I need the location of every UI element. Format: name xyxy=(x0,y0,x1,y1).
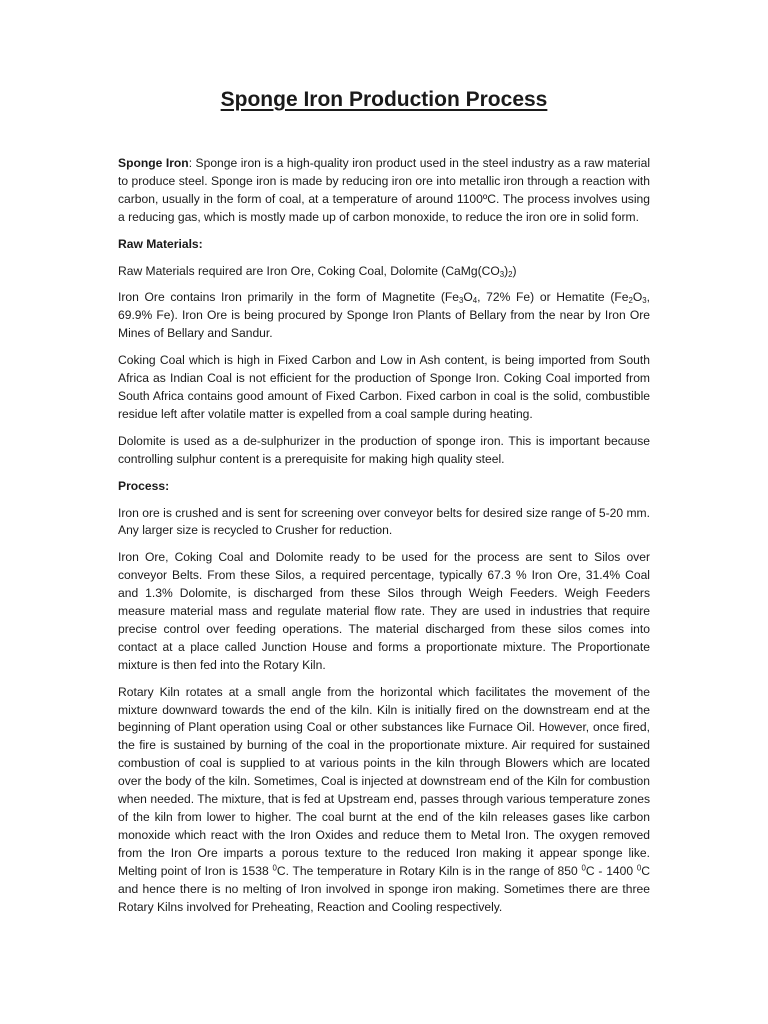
raw-materials-text: ) xyxy=(512,263,517,278)
raw-materials-text: Raw Materials required are Iron Ore, Coking Coal, Dolomite (CaMg(CO xyxy=(118,263,500,278)
silos-paragraph: Iron Ore, Coking Coal and Dolomite ready to be used for the process are sent to Silos over conveyor Belts. From these Silos, a required percentage, typically 67.3 % Iron Ore, 31.4% Coal and 1.3% Dolomite, is discharged from these Silos through Weigh Feeders. Weigh Feeders measure material mass and regulate material flow rate. They are used in industries that require precise control over feeding operations. The material discharged from these silos comes into contact at a place called Junction House and forms a proportionate mixture. The Proportionate mixture is then fed into the Rotary Kiln. xyxy=(118,550,650,672)
subscript: 3 xyxy=(642,296,647,306)
superscript: 0 xyxy=(581,863,586,873)
dolomite-paragraph: Dolomite is used as a de-sulphurizer in the production of sponge iron. This is important because controlling sulphur content is a prerequisite for making high quality steel. xyxy=(118,433,650,466)
process-heading: Process: xyxy=(118,478,170,493)
intro-paragraph xyxy=(118,155,650,227)
subscript: 3 xyxy=(499,269,505,279)
superscript: 0 xyxy=(272,863,277,873)
subscript: 2 xyxy=(628,296,633,306)
raw-materials-heading: Raw Materials: xyxy=(118,236,203,251)
raw-materials-text: ) xyxy=(504,263,509,278)
iron-ore-text: O xyxy=(463,290,473,305)
iron-ore-paragraph xyxy=(118,289,650,343)
document-body xyxy=(118,155,650,925)
kiln-text: C and hence there is no melting of Iron involved in sponge iron making. Sometimes there are three Rotary Kilns involved for Preheating, Reaction and Cooling respectively. xyxy=(118,863,650,914)
page-title: Sponge Iron Production Process xyxy=(220,88,548,111)
iron-ore-text: Iron Ore contains Iron primarily in the form of Magnetite (Fe xyxy=(118,290,459,305)
superscript: 0 xyxy=(636,863,642,873)
iron-ore-text: , 69.9% Fe). Iron Ore is being procured by Sponge Iron Plants of Bellary from the near by Iron Ore Mines of Bellary and Sandur. xyxy=(118,290,651,341)
intro-lead-term: Sponge Iron xyxy=(118,156,189,170)
kiln-text: C. The temperature in Rotary Kiln is in the range of 850 xyxy=(276,863,582,878)
coking-coal-paragraph: Coking Coal which is high in Fixed Carbon and Low in Ash content, is being imported from South Africa as Indian Coal is not efficient for the production of Sponge Iron. Coking Coal imported from South Africa contains good amount of Fixed Carbon. Fixed carbon in coal is the solid, combustible residue left after volatile matter is expelled from a coal sample during heating. xyxy=(118,353,650,421)
raw-materials-list xyxy=(118,263,650,281)
intro-text: : Sponge iron is a high-quality iron product used in the steel industry as a raw material to produce steel. Sponge iron is made by reducing iron ore into metallic iron through a reaction with carbon, usually in the form of coal, at a temperature of around 1100ºC. The process involves using a reducing gas, which is mostly made up of carbon monoxide, to reduce the iron ore in solid form. xyxy=(118,156,651,224)
kiln-text: Rotary Kiln rotates at a small angle from the horizontal which facilitates the movement of the mixture downward towards the end of the kiln. Kiln is initially fired on the downstream end at the beginning of Plant operation using Coal or other substances like Furnace Oil. However, once fired, the fire is sustained by burning of the coal in the proportionate mixture. Air required for sustained combustion of coal is supplied to at various points in the kiln through Blowers which are located over the body of the kiln. Sometimes, Coal is injected at downstream end of the Kiln for combustion when needed. The mixture, that is fed at Upstream end, passes through various temperature zones of the kiln from lower to higher. The coal burnt at the end of the kiln releases gases like carbon monoxide which react with the Iron Oxides and reduce them to Metal Iron. The oxygen removed from the Iron Ore imparts a porous texture to the reduced Iron making it appear sponge like. Melting point of Iron is 1538 xyxy=(118,684,650,878)
subscript: 4 xyxy=(472,296,478,306)
rotary-kiln-paragraph xyxy=(118,684,650,917)
kiln-text: C - 1400 xyxy=(585,863,637,878)
crushing-paragraph: Iron ore is crushed and is sent for screening over conveyor belts for desired size range of 5-20 mm. Any larger size is recycled to Crusher for reduction. xyxy=(118,505,650,538)
subscript: 3 xyxy=(458,296,464,306)
iron-ore-text: , 72% Fe) or Hematite (Fe xyxy=(477,290,629,305)
subscript: 2 xyxy=(508,269,513,279)
iron-ore-text: O xyxy=(632,290,643,305)
